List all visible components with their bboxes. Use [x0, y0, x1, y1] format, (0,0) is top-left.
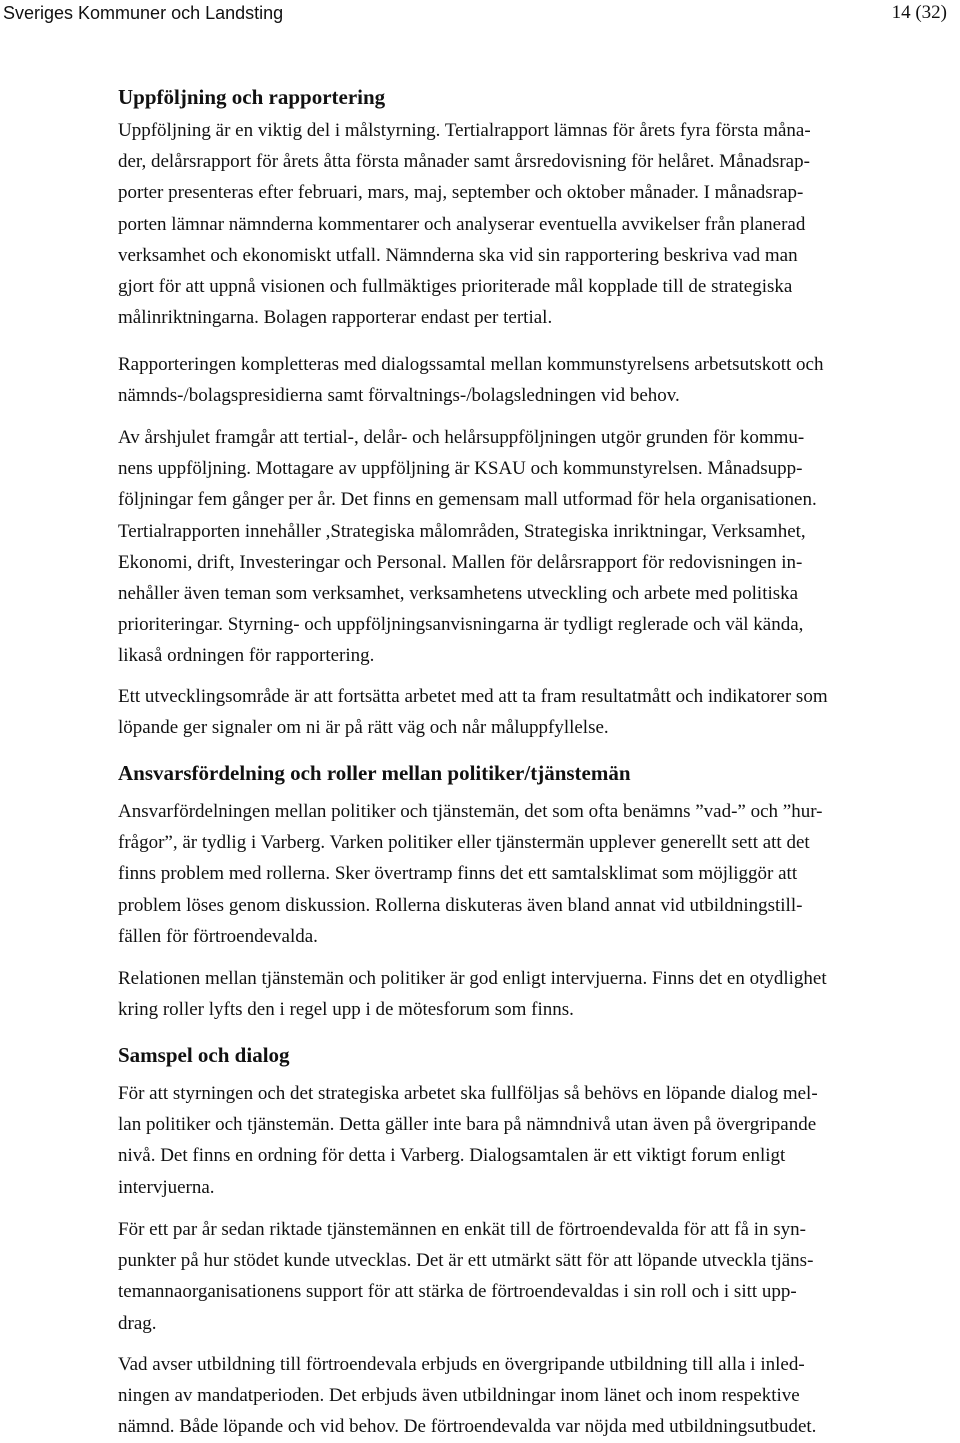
header-organization: Sveriges Kommuner och Landsting	[3, 3, 284, 23]
text-line: nivå. Det finns en ordning för detta i Varberg. Dialogsamtalen är ett viktigt forum enligt	[118, 1145, 786, 1167]
text-line: fällen för förtroendevalda.	[118, 925, 318, 947]
paragraph	[118, 681, 828, 743]
text-line: Tertialrapporten innehåller ,Strategiska målområden, Strategiska inriktningar, Verksamhet,	[118, 520, 806, 542]
paragraph	[118, 1078, 818, 1203]
paragraph	[118, 1214, 813, 1339]
text-line: Rapporteringen kompletteras med dialogssamtal mellan kommunstyrelsens arbetsutskott och	[118, 354, 824, 375]
section-heading-uppfoljning: Uppföljning och rapportering	[118, 85, 386, 109]
text-line: gjort för att uppnå visionen och fullmäktiges prioriterade mål kopplade till de strategiska	[118, 276, 793, 298]
page-header	[0, 0, 960, 28]
text-line: För att styrningen och det strategiska arbetet ska fullföljas så behövs en löpande dialog mel-	[118, 1083, 818, 1104]
text-line: prioriteringar. Styrning- och uppföljningsanvisningarna är tydligt reglerade och väl kända,	[118, 614, 804, 636]
text-line: Relationen mellan tjänstemän och politiker är god enligt intervjuerna. Finns det en otydlighet	[118, 968, 827, 989]
text-line: Vad avser utbildning till förtroendevala erbjuds en övergripande utbildning till alla i inled-	[118, 1354, 805, 1375]
text-line: För ett par år sedan riktade tjänstemännen en enkät till de förtroendevalda för att få in syn-	[118, 1219, 806, 1240]
text-line: likaså ordningen för rapportering.	[118, 645, 375, 667]
text-line: målinriktningarna. Bolagen rapporterar endast per tertial.	[118, 307, 553, 329]
paragraph	[118, 422, 817, 672]
paragraph	[118, 1349, 816, 1443]
text-line: temannaorganisationens support för att stärka de förtroendevaldas i sin roll och i sitt upp-	[118, 1281, 797, 1303]
text-line: löpande ger signaler om ni är på rätt väg och når måluppfyllelse.	[118, 717, 609, 739]
text-line: nens uppföljning. Mottagare av uppföljning är KSAU och kommunstyrelsen. Månadsupp-	[118, 458, 803, 480]
text-line: intervjuerna.	[118, 1176, 215, 1198]
text-line: Ansvarfördelningen mellan politiker och tjänstemän, det som ofta benämns ”vad-” och ”hur-	[118, 801, 823, 822]
section-heading-samspel: Samspel och dialog	[118, 1043, 290, 1067]
text-line: drag.	[118, 1312, 157, 1334]
text-line: Ett utvecklingsområde är att fortsätta arbetet med att ta fram resultatmått och indikatorer som	[118, 686, 828, 707]
paragraph	[118, 796, 823, 952]
page-number: 14 (32)	[891, 2, 947, 23]
text-line: Ekonomi, drift, Investeringar och Personal. Mallen för delårsrapport för redovisningen in-	[118, 551, 803, 573]
text-line: nehåller även teman som verksamhet, verksamhetens utveckling och arbete med politiska	[118, 583, 799, 605]
text-line: verksamhet och ekonomiskt utfall. Nämnderna ska vid sin rapportering beskriva vad man	[118, 244, 798, 266]
text-line: Uppföljning är en viktig del i målstyrning. Tertialrapport lämnas för årets fyra första måna-	[118, 120, 811, 141]
text-line: problem löses genom diskussion. Rollerna diskuteras även bland annat vid utbildningstill-	[118, 894, 803, 916]
section-heading-ansvarsfordelning: Ansvarsfördelning och roller mellan politiker/tjänstemän	[118, 761, 631, 785]
text-line: lan politiker och tjänstemän. Detta gäller inte bara på nämndnivå utan även på övergripande	[118, 1114, 817, 1136]
text-line: porter presenteras efter februari, mars, maj, september och oktober månader. I månadsrap-	[118, 182, 804, 204]
text-line: der, delårsrapport för årets åtta första månader samt årsredovisning för helåret. Månadsrap-	[118, 151, 810, 173]
text-line: porten lämnar nämnderna kommentarer och analyserar eventuella avvikelser från planerad	[118, 213, 806, 235]
text-line: punkter på hur stödet kunde utvecklas. Det är ett utmärkt sätt för att löpande utveckla tjäns-	[118, 1250, 814, 1272]
text-line: nämnd. Både löpande och vid behov. De förtroendevalda var nöjda med utbildningsutbudet.	[118, 1416, 817, 1438]
text-line: finns problem med rollerna. Sker övertramp finns det ett samtalsklimat som möjliggör att	[118, 863, 798, 885]
paragraph	[118, 349, 824, 411]
text-line: frågor”, är tydlig i Varberg. Varken politiker eller tjänstermän upplever generellt sett att det	[118, 832, 810, 854]
paragraph	[118, 963, 827, 1025]
text-line: ningen av mandatperioden. Det erbjuds även utbildningar inom länet och inom respektive	[118, 1385, 800, 1407]
text-line: följningar fem gånger per år. Det finns en gemensam mall utformad för hela organisationen.	[118, 489, 817, 511]
text-line: kring roller lyfts den i regel upp i de mötesforum som finns.	[118, 999, 574, 1021]
text-line: Av årshjulet framgår att tertial-, delår- och helårsuppföljningen utgör grunden för kommu-	[118, 427, 805, 448]
text-line: nämnds-/bolagspresidierna samt förvaltnings-/bolagsledningen vid behov.	[118, 385, 680, 407]
paragraph	[118, 115, 811, 333]
